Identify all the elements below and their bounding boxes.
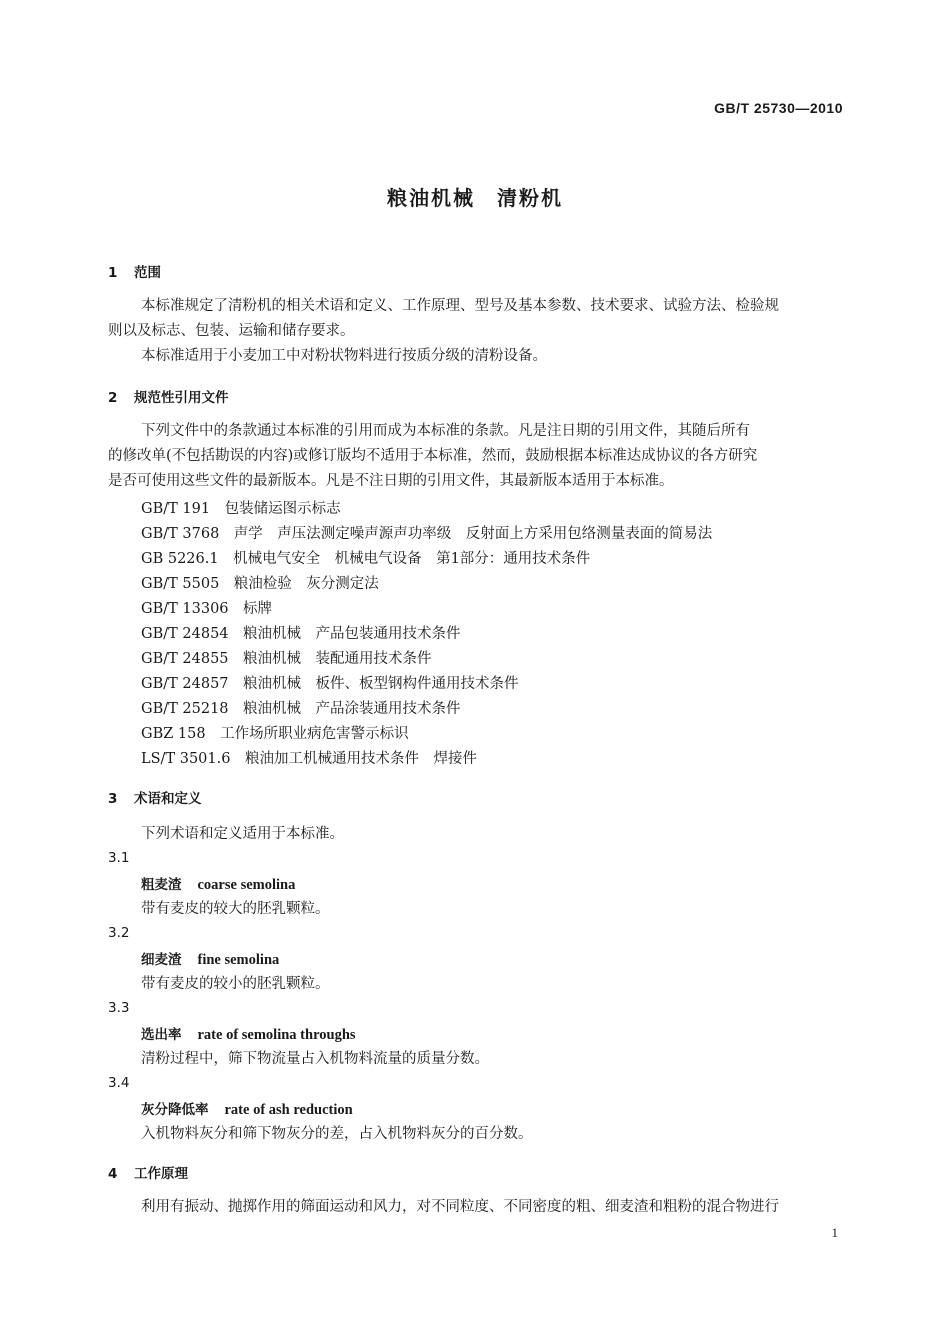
text-line: 是否可使用这些文件的最新版本。凡是不注日期的引用文件，其最新版本适用于本标准。 <box>108 473 674 489</box>
term-heading <box>141 1098 353 1119</box>
term-number: 3.3 <box>108 1000 130 1016</box>
term-number: 3.1 <box>108 850 130 866</box>
section-number: 4 <box>108 1166 118 1182</box>
reference-item: GB 5226.1 机械电气安全 机械电气设备 第1部分：通用技术条件 <box>141 551 591 567</box>
section-title: 规范性引用文件 <box>134 390 229 406</box>
text-line: 利用有振动、抛掷作用的筛面运动和风力，对不同粒度、不同密度的粗、细麦渣和粗粉的混合物进行 <box>141 1199 779 1215</box>
page-number: 1 <box>831 1225 838 1240</box>
term-en: rate of ash reduction <box>224 1102 353 1118</box>
reference-item: GBZ 158 工作场所职业病危害警示标识 <box>141 726 409 742</box>
term-zh: 选出率 <box>141 1027 182 1043</box>
term-definition: 带有麦皮的较大的胚乳颗粒。 <box>141 901 330 917</box>
section-1-paragraph-1 <box>108 294 843 344</box>
section-title: 范围 <box>134 265 161 281</box>
section-1-paragraph-2 <box>108 344 843 369</box>
term-zh: 粗麦渣 <box>141 877 182 893</box>
reference-item: GB/T 191 包装储运图示标志 <box>141 501 341 517</box>
term-number: 3.4 <box>108 1075 130 1091</box>
reference-item: GB/T 24854 粮油机械 产品包装通用技术条件 <box>141 626 461 642</box>
text-line: 的修改单(不包括勘误的内容)或修订版均不适用于本标准，然而，鼓励根据本标准达成协议的各方研究 <box>108 448 758 464</box>
section-3-intro: 下列术语和定义适用于本标准。 <box>141 826 344 842</box>
text-line: 下列文件中的条款通过本标准的引用而成为本标准的条款。凡是注日期的引用文件，其随后所有 <box>141 423 750 439</box>
term-en: rate of semolina throughs <box>197 1027 356 1043</box>
term-definition: 带有麦皮的较小的胚乳颗粒。 <box>141 976 330 992</box>
term-heading <box>141 948 279 969</box>
reference-item: GB/T 24855 粮油机械 装配通用技术条件 <box>141 651 432 667</box>
section-4-paragraph <box>108 1195 843 1220</box>
reference-item: LS/T 3501.6 粮油加工机械通用技术条件 焊接件 <box>141 751 477 767</box>
term-heading <box>141 1023 356 1044</box>
reference-item: GB/T 3768 声学 声压法测定噪声源声功率级 反射面上方采用包络测量表面的简易法 <box>141 526 713 542</box>
section-number: 1 <box>108 265 118 281</box>
section-title: 术语和定义 <box>134 791 202 807</box>
section-title: 工作原理 <box>134 1166 188 1182</box>
section-2-heading <box>108 386 229 406</box>
reference-item: GB/T 13306 标牌 <box>141 601 273 617</box>
text-line: 则以及标志、包装、运输和储存要求。 <box>108 323 355 339</box>
document-title: 粮油机械 清粉机 <box>387 186 563 210</box>
term-number: 3.2 <box>108 925 130 941</box>
standard-number: GB/T 25730—2010 <box>714 100 843 116</box>
reference-item: GB/T 25218 粮油机械 产品涂装通用技术条件 <box>141 701 461 717</box>
term-zh: 细麦渣 <box>141 952 182 968</box>
reference-item: GB/T 24857 粮油机械 板件、板型钢构件通用技术条件 <box>141 676 519 692</box>
reference-item: GB/T 5505 粮油检验 灰分测定法 <box>141 576 379 592</box>
term-heading <box>141 873 295 894</box>
text-line: 本标准规定了清粉机的相关术语和定义、工作原理、型号及基本参数、技术要求、试验方法、检验规 <box>141 298 779 314</box>
term-en: fine semolina <box>197 952 280 968</box>
term-zh: 灰分降低率 <box>141 1102 209 1118</box>
text-line: 本标准适用于小麦加工中对粉状物料进行按质分级的清粉设备。 <box>141 348 547 364</box>
term-en: coarse semolina <box>197 877 296 893</box>
section-3-heading <box>108 787 202 807</box>
section-2-paragraph <box>108 419 843 494</box>
section-4-heading <box>108 1162 188 1182</box>
term-definition: 清粉过程中，筛下物流量占入机物料流量的质量分数。 <box>141 1051 489 1067</box>
section-number: 2 <box>108 390 118 406</box>
term-definition: 入机物料灰分和筛下物灰分的差，占入机物料灰分的百分数。 <box>141 1126 533 1142</box>
section-number: 3 <box>108 791 118 807</box>
section-1-heading <box>108 261 161 281</box>
